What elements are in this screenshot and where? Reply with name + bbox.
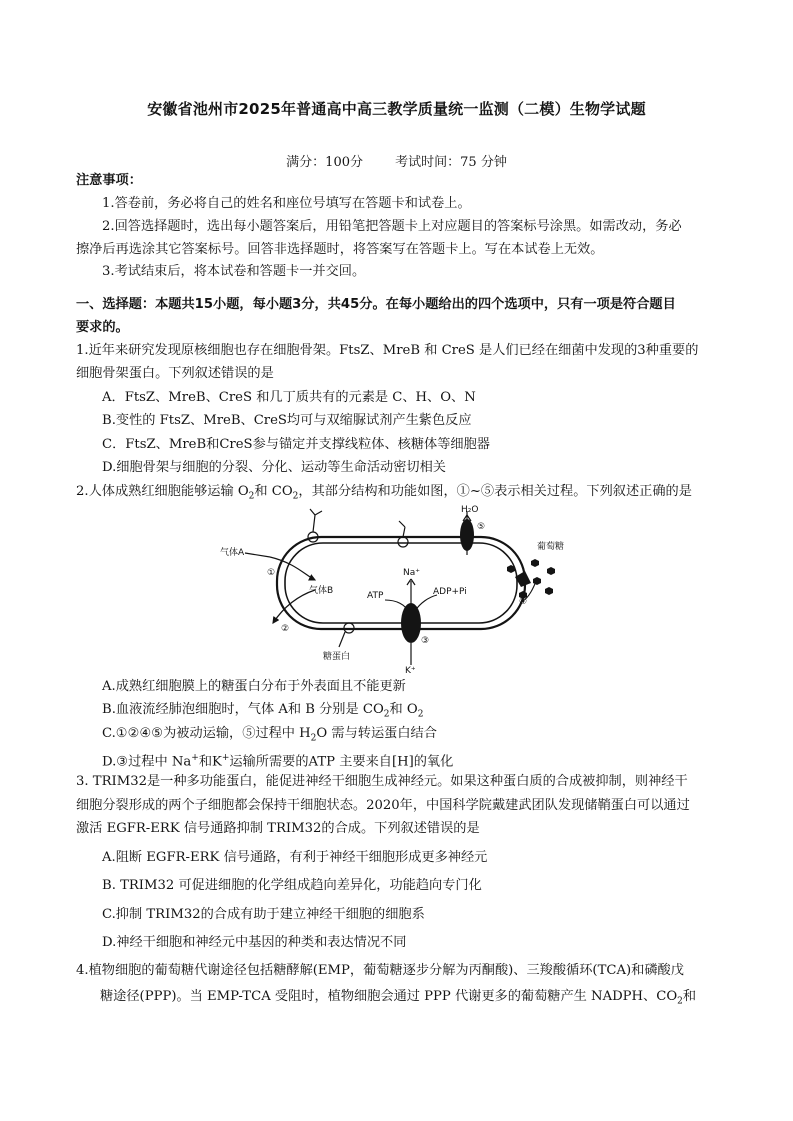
exam-time: 考试时间：75 分钟 <box>395 155 507 170</box>
process-1-label: ① <box>267 568 276 578</box>
sugar-chain <box>399 521 405 537</box>
adp-label: ADP+Pi <box>433 587 467 597</box>
q1-stem: 细胞骨架蛋白。下列叙述错误的是 <box>76 366 274 381</box>
process-3-label: ③ <box>421 636 430 646</box>
q2-option-b: B.血液流经肺泡细胞时，气体 A和 B 分别是 $CO_2$和 $O_2$ <box>102 702 424 720</box>
glycoprotein-pointer <box>339 632 345 647</box>
q1-option-a: A．FtsZ、MreB、CreS 和几丁质共有的元素是 C、H、O、N <box>102 390 476 405</box>
process-5-label: ⑤ <box>477 522 486 532</box>
q3-option-d: D.神经干细胞和神经元中基因的种类和表达情况不同 <box>102 935 407 950</box>
q3-stem: 细胞分裂形成的两个子细胞都会保持干细胞状态。2020年，中国科学院戴建武团队发现储鞘蛋白可以通过 <box>76 798 690 813</box>
section-heading: 要求的。 <box>76 320 129 335</box>
q3-stem: 激活 EGFR-ERK 信号通路抑制 TRIM32的合成。下列叙述错误的是 <box>76 821 480 836</box>
red-blood-cell-membrane-diagram <box>215 505 580 675</box>
gas-a-arrow-in <box>245 553 270 557</box>
glucose-label: 葡萄糖 <box>537 542 565 552</box>
sodium-potassium-pump-icon <box>401 603 421 643</box>
exam-meta <box>0 151 793 170</box>
q3-option-b: B. TRIM32 可促进细胞的化学组成趋向差异化，功能趋向专门化 <box>102 878 482 893</box>
membrane-protein <box>398 537 408 547</box>
full-score: 满分：100分 <box>286 155 363 170</box>
q2-option-d: D.③过程中 Na+和K+运输所需要的ATP 主要来自[H]的氧化 <box>102 753 454 770</box>
sodium-label: Na⁺ <box>403 568 420 578</box>
q3-stem: 3. TRIM32是一种多功能蛋白，能促进神经干细胞生成神经元。如果这种蛋白质的合成被抑制，则神经干 <box>76 774 688 789</box>
notice-item: 2.回答选择题时，选出每小题答案后，用铅笔把答题卡上对应题目的答案标号涂黑。如需改动，务必 <box>102 219 682 234</box>
q3-option-a: A.阻断 EGFR-ERK 信号通路，有利于神经干细胞形成更多神经元 <box>102 850 488 865</box>
q1-option-c: C．FtsZ、MreB和CreS参与锚定并支撑线粒体、核糖体等细胞器 <box>102 437 490 452</box>
notice-item: 擦净后再选涂其它答案标号。回答非选择题时，将答案写在答题卡上。写在本试卷上无效。 <box>76 242 604 257</box>
atp-label: ATP <box>367 591 384 601</box>
q1-option-d: D.细胞骨架与细胞的分裂、分化、运动等生命活动密切相关 <box>102 460 446 475</box>
q4-stem: 4.植物细胞的葡萄糖代谢途径包括糖酵解(EMP，葡萄糖逐步分解为丙酮酸)、三羧酸循环(TCA)和磷酸戊 <box>76 963 684 978</box>
exam-title: 安徽省池州市2025年普通高中高三教学质量统一监测（二模）生物学试题 <box>147 100 646 118</box>
notice-heading: 注意事项： <box>76 173 142 188</box>
inner-membrane <box>285 543 517 623</box>
q4-stem: 糖途径(PPP)。当 EMP-TCA 受阻时，植物细胞会通过 PPP 代谢更多的葡萄糖产生 NADPH、$CO_2$和 <box>100 989 697 1007</box>
gas-a-label: 气体A <box>220 548 245 558</box>
q1-stem: 1.近年来研究发现原核细胞也存在细胞骨架。FtsZ、MreB 和 CreS 是人们已经在细菌中发现的3种重要的 <box>76 343 699 358</box>
process-2-label: ② <box>281 624 290 634</box>
notice-item: 1.答卷前，务必将自己的姓名和座位号填写在答题卡和试卷上。 <box>102 196 471 211</box>
water-label: H₂O <box>461 505 479 515</box>
gas-b-label: 气体B <box>309 586 334 596</box>
process-4-label: ④ <box>519 597 528 607</box>
q2-option-c: C.①②④⑤为被动运输，⑤过程中 $H_2O$ 需与转运蛋白结合 <box>102 726 437 744</box>
q3-option-c: C.抑制 TRIM32的合成有助于建立神经干细胞的细胞系 <box>102 907 425 922</box>
q2-stem: 2.人体成熟红细胞能够运输 $O_2$和 $CO_2$，其部分结构和功能如图，①~⑤表示相关过程。下列叙述正确的是 <box>76 484 692 502</box>
section-heading: 一、选择题：本题共15小题，每小题3分，共45分。在每小题给出的四个选项中，只有一项是符合题目 <box>76 297 676 312</box>
q2-option-a: A.成熟红细胞膜上的糖蛋白分布于外表面且不能更新 <box>102 679 406 694</box>
q1-option-b: B.变性的 FtsZ、MreB、CreS均可与双缩脲试剂产生紫色反应 <box>102 413 472 428</box>
outer-membrane <box>277 537 528 629</box>
sugar-chain <box>310 509 322 532</box>
glycoprotein-label: 糖蛋白 <box>323 652 351 662</box>
notice-item: 3.考试结束后，将本试卷和答题卡一并交回。 <box>102 264 366 279</box>
potassium-label: K⁺ <box>405 666 416 675</box>
adp-arrow <box>415 595 437 611</box>
